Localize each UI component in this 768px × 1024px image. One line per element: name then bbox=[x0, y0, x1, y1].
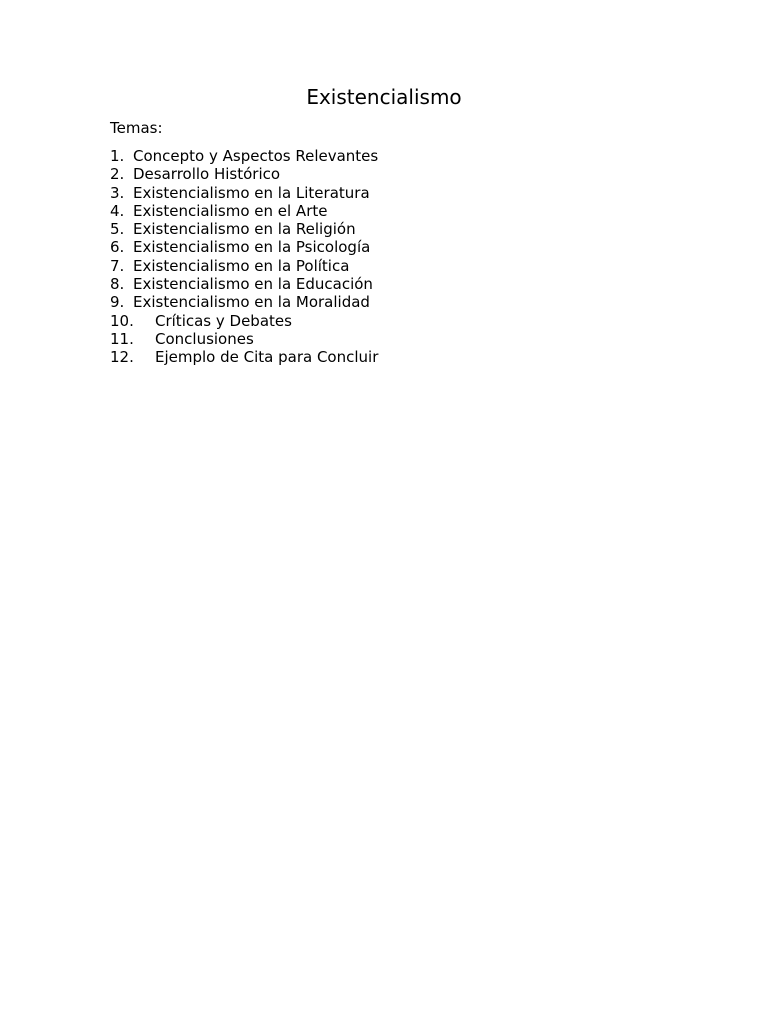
list-item-label: Existencialismo en la Moralidad bbox=[133, 293, 370, 312]
list-item-number: 2. bbox=[110, 165, 125, 184]
list-item-label: Ejemplo de Cita para Concluir bbox=[155, 348, 379, 367]
list-item-number: 9. bbox=[110, 293, 125, 312]
list-item-label: Existencialismo en la Educación bbox=[133, 275, 373, 294]
list-item-number: 5. bbox=[110, 220, 125, 239]
list-item-label: Críticas y Debates bbox=[155, 311, 292, 330]
list-item-label: Conclusiones bbox=[155, 329, 254, 348]
list-item-number: 6. bbox=[110, 238, 125, 257]
list-item-label: Concepto y Aspectos Relevantes bbox=[133, 147, 379, 165]
topics-heading: Temas: bbox=[110, 119, 163, 137]
list-item-number: 11. bbox=[110, 329, 134, 348]
list-item-number: 12. bbox=[110, 348, 134, 367]
list-item-number: 4. bbox=[110, 201, 125, 220]
list-item-number: 10. bbox=[110, 311, 134, 330]
document-title: Existencialismo bbox=[306, 85, 462, 109]
list-item-label: Existencialismo en la Religión bbox=[133, 220, 356, 239]
list-item-label: Existencialismo en el Arte bbox=[133, 201, 328, 220]
list-item-number: 8. bbox=[110, 275, 125, 294]
list-item-label: Existencialismo en la Psicología bbox=[133, 238, 371, 257]
list-item-number: 3. bbox=[110, 183, 125, 202]
list-item-number: 7. bbox=[110, 256, 125, 275]
list-item-label: Existencialismo en la Literatura bbox=[133, 183, 370, 202]
list-item-label: Desarrollo Histórico bbox=[133, 165, 281, 184]
list-item-label: Existencialismo en la Política bbox=[133, 256, 350, 275]
list-item-number: 1. bbox=[110, 147, 125, 165]
